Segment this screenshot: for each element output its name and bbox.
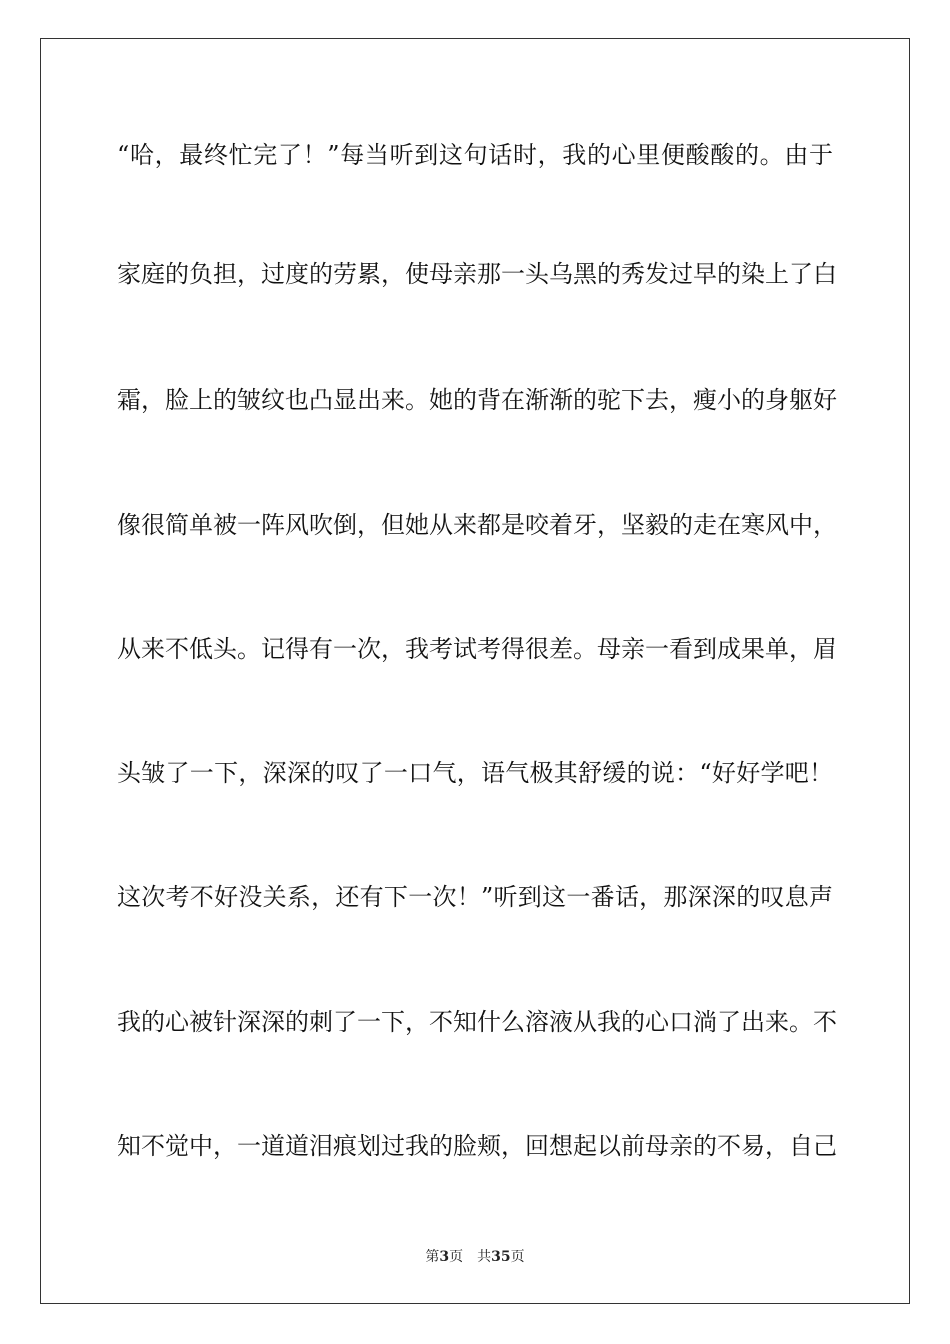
body-line-5: 从来不低头。记得有一次，我考试考得很差。母亲一看到成果单，眉	[117, 635, 837, 663]
footer-total-prefix: 共	[477, 1249, 492, 1265]
page-border	[40, 38, 910, 1304]
body-line-7: 这次考不好没关系，还有下一次！”听到这一番话，那深深的叹息声	[117, 883, 833, 911]
body-line-8: 我的心被针深深的刺了一下，不知什么溶液从我的心口淌了出来。不	[117, 1008, 837, 1036]
body-line-9: 知不觉中，一道道泪痕划过我的脸颊，回想起以前母亲的不易，自己	[117, 1132, 837, 1160]
body-line-2: 家庭的负担，过度的劳累，使母亲那一头乌黑的秀发过早的染上了白	[117, 260, 837, 288]
footer-total-pages: 35	[491, 1249, 511, 1265]
page-footer	[0, 1248, 950, 1266]
body-line-6: 头皱了一下，深深的叹了一口气，语气极其舒缓的说：“好好学吧！	[117, 759, 833, 787]
footer-page-prefix: 第	[425, 1249, 440, 1265]
footer-page-suffix: 页	[449, 1249, 464, 1265]
body-line-4: 像很简单被一阵风吹倒，但她从来都是咬着牙，坚毅的走在寒风中，	[117, 511, 837, 539]
footer-total-suffix: 页	[510, 1249, 525, 1265]
body-line-1: “哈，最终忙完了！”每当听到这句话时，我的心里便酸酸的。由于	[117, 141, 833, 169]
body-line-3: 霜，脸上的皱纹也凸显出来。她的背在渐渐的驼下去，瘦小的身躯好	[117, 386, 837, 414]
footer-page-number: 3	[439, 1249, 450, 1265]
